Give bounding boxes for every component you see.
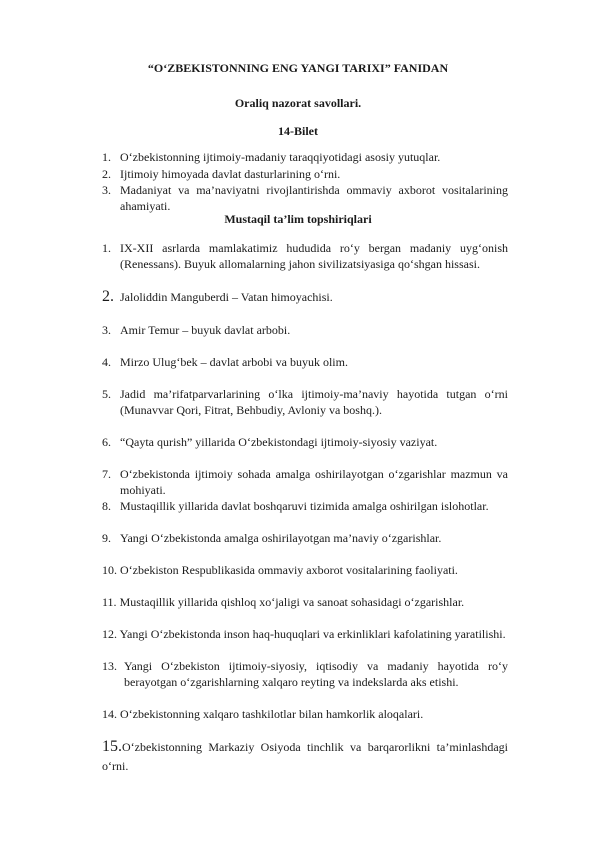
item-number: 7. — [102, 467, 111, 481]
item-text: Ijtimoiy himoyada davlat dasturlarining o‘rni. — [120, 167, 341, 181]
item-number: 12. — [102, 627, 117, 641]
section-title: Mustaqil ta’lim topshiriqlari — [224, 212, 372, 226]
item-text: Mustaqillik yillarida davlat boshqaruvi tizimida amalga oshirilgan islohotlar. — [120, 499, 489, 513]
item-number: 11. — [102, 595, 117, 609]
document-title: “O‘ZBEKISTONNING ENG YANGI TARIXI” FANIDAN — [147, 61, 449, 75]
item-number: 1. — [102, 241, 111, 255]
item-number: 5. — [102, 387, 111, 401]
item-text: IX-XII asrlarda mamlakatimiz hududida ro‘y bergan madaniy uyg‘onish (Renessans). Buyuk allomalarning jahon sivilizatsiyasiga qo‘shgan hissasi. — [120, 241, 508, 272]
item-text: O‘zbekistonning Markaziy Osiyoda tinchlik va barqarorlikni ta’minlashdagi o‘rni. — [102, 740, 508, 773]
item-number: 2. — [102, 288, 114, 305]
item-number: 4. — [102, 355, 111, 369]
item-number: 13. — [102, 659, 117, 673]
document-subtitle: Oraliq nazorat savollari. — [234, 96, 362, 110]
item-text: Mustaqillik yillarida qishloq xo‘jaligi va sanoat sohasidagi o‘zgarishlar. — [119, 595, 465, 609]
item-text: Yangi O‘zbekiston ijtimoiy-siyosiy, iqtisodiy va madaniy hayotida ro‘y berayotgan o‘zgarishlarning xalqaro reyting va indekslarda aks etishi. — [124, 659, 508, 690]
item-text: Yangi O‘zbekistonda inson haq-huquqlari va erkinliklari kafolatining yaratilishi. — [119, 627, 506, 641]
item-number: 6. — [102, 435, 111, 449]
item-text: Madaniyat va ma’naviyatni rivojlantirishda ommaviy axborot vositalarining ahamiyati. — [120, 183, 508, 214]
item-number: 3. — [102, 183, 111, 197]
item-number: 15. — [102, 738, 122, 755]
item-number: 14. — [102, 707, 117, 721]
ticket-number: 14-Bilet — [278, 124, 318, 138]
item-number: 9. — [102, 531, 111, 545]
item-text: Mirzo Ulug‘bek – davlat arbobi va buyuk olim. — [120, 355, 348, 369]
item-text: O‘zbekistonda ijtimoiy sohada amalga oshirilayotgan o‘zgarishlar mazmun va mohiyati. — [120, 467, 508, 498]
item-text: Jadid ma’rifatparvarlarining o‘lka ijtimoiy-ma’naviy hayotida tutgan o‘rni (Munavvar Qori, Fitrat, Behbudiy, Avloniy va boshq.). — [120, 387, 508, 418]
item-number: 8. — [102, 499, 111, 513]
item-number: 1. — [102, 150, 111, 164]
item-number: 3. — [102, 323, 111, 337]
item-text: “Qayta qurish” yillarida O‘zbekistondagi ijtimoiy-siyosiy vaziyat. — [120, 435, 438, 449]
item-text: O‘zbekistonning ijtimoiy-madaniy taraqqiyotidagi asosiy yutuqlar. — [120, 150, 441, 164]
item-text: Jaloliddin Manguberdi – Vatan himoyachisi. — [120, 290, 333, 304]
item-text: Amir Temur – buyuk davlat arbobi. — [120, 323, 291, 337]
item-text: O‘zbekistonning xalqaro tashkilotlar bilan hamkorlik aloqalari. — [120, 707, 424, 721]
item-text: O‘zbekiston Respublikasida ommaviy axborot vositalarining faoliyati. — [120, 563, 458, 577]
item-number: 2. — [102, 167, 111, 181]
item-text: Yangi O‘zbekistonda amalga oshirilayotgan ma’naviy o‘zgarishlar. — [120, 531, 442, 545]
item-number: 10. — [102, 563, 117, 577]
